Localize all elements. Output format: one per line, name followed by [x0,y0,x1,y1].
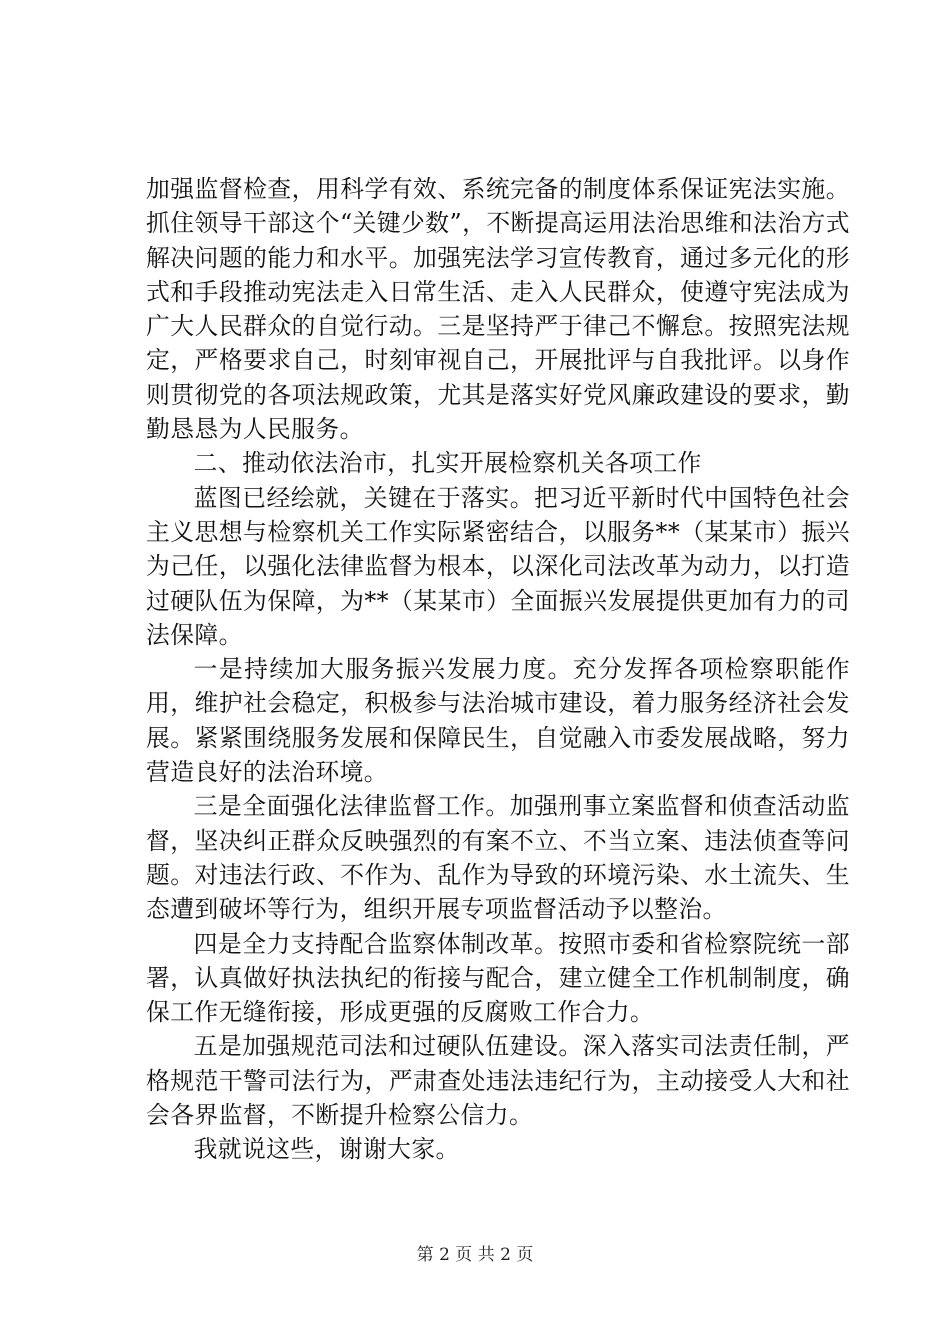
paragraph: 蓝图已经绘就，关键在于落实。把习近平新时代中国特色社会主义思想与检察机关工作实际紧密结合，以服务**（某某市）振兴为己任，以强化法律监督为根本，以深化司法改革为动力，以打造过硬队伍为保障，为**（某某市）全面振兴发展提供更加有力的司法保障。 [146,483,850,649]
page-number-footer: 第 2 页 共 2 页 [416,1245,534,1265]
paragraph-continuation: 加强监督检查，用科学有效、系统完备的制度体系保证宪法实施。抓住领导干部这个“关键少数”，不断提高运用法治思维和法治方式解决问题的能力和水平。加强宪法学习宣传教育，通过多元化的形式和手段推动宪法走入日常生活、走入人民群众，使遵守宪法成为广大人民群众的自觉行动。三是坚持严于律己不懈怠。按照宪法规定，严格要求自己，时刻审视自己，开展批评与自我批评。以身作则贯彻党的各项法规政策，尤其是落实好党风廉政建设的要求，勤勤恳恳为人民服务。 [146,175,850,444]
section-heading: 二、推动依法治市，扎实开展检察机关各项工作 [193,449,702,478]
paragraph: 三是全面强化法律监督工作。加强刑事立案监督和侦查活动监督，坚决纠正群众反映强烈的有案不立、不当立案、违法侦查等问题。对违法行政、不作为、乱作为导致的环境污染、水土流失、生态遭到破坏等行为，组织开展专项监督活动予以整治。 [146,792,850,924]
paragraph: 一是持续加大服务振兴发展力度。充分发挥各项检察职能作用，维护社会稳定，积极参与法治城市建设，着力服务经济社会发展。紧紧围绕服务发展和保障民生，自觉融入市委发展战略，努力营造良好的法治环境。 [146,655,850,787]
closing-remark: 我就说这些，谢谢大家。 [193,1135,460,1164]
document-body [146,172,850,1167]
paragraph: 四是全力支持配合监察体制改革。按照市委和省检察院统一部署，认真做好执法执纪的衔接与配合，建立健全工作机制制度，确保工作无缝衔接，形成更强的反腐败工作合力。 [146,929,850,1027]
paragraph: 五是加强规范司法和过硬队伍建设。深入落实司法责任制，严格规范干警司法行为，严肃查处违法违纪行为，主动接受人大和社会各界监督，不断提升检察公信力。 [146,1032,850,1130]
